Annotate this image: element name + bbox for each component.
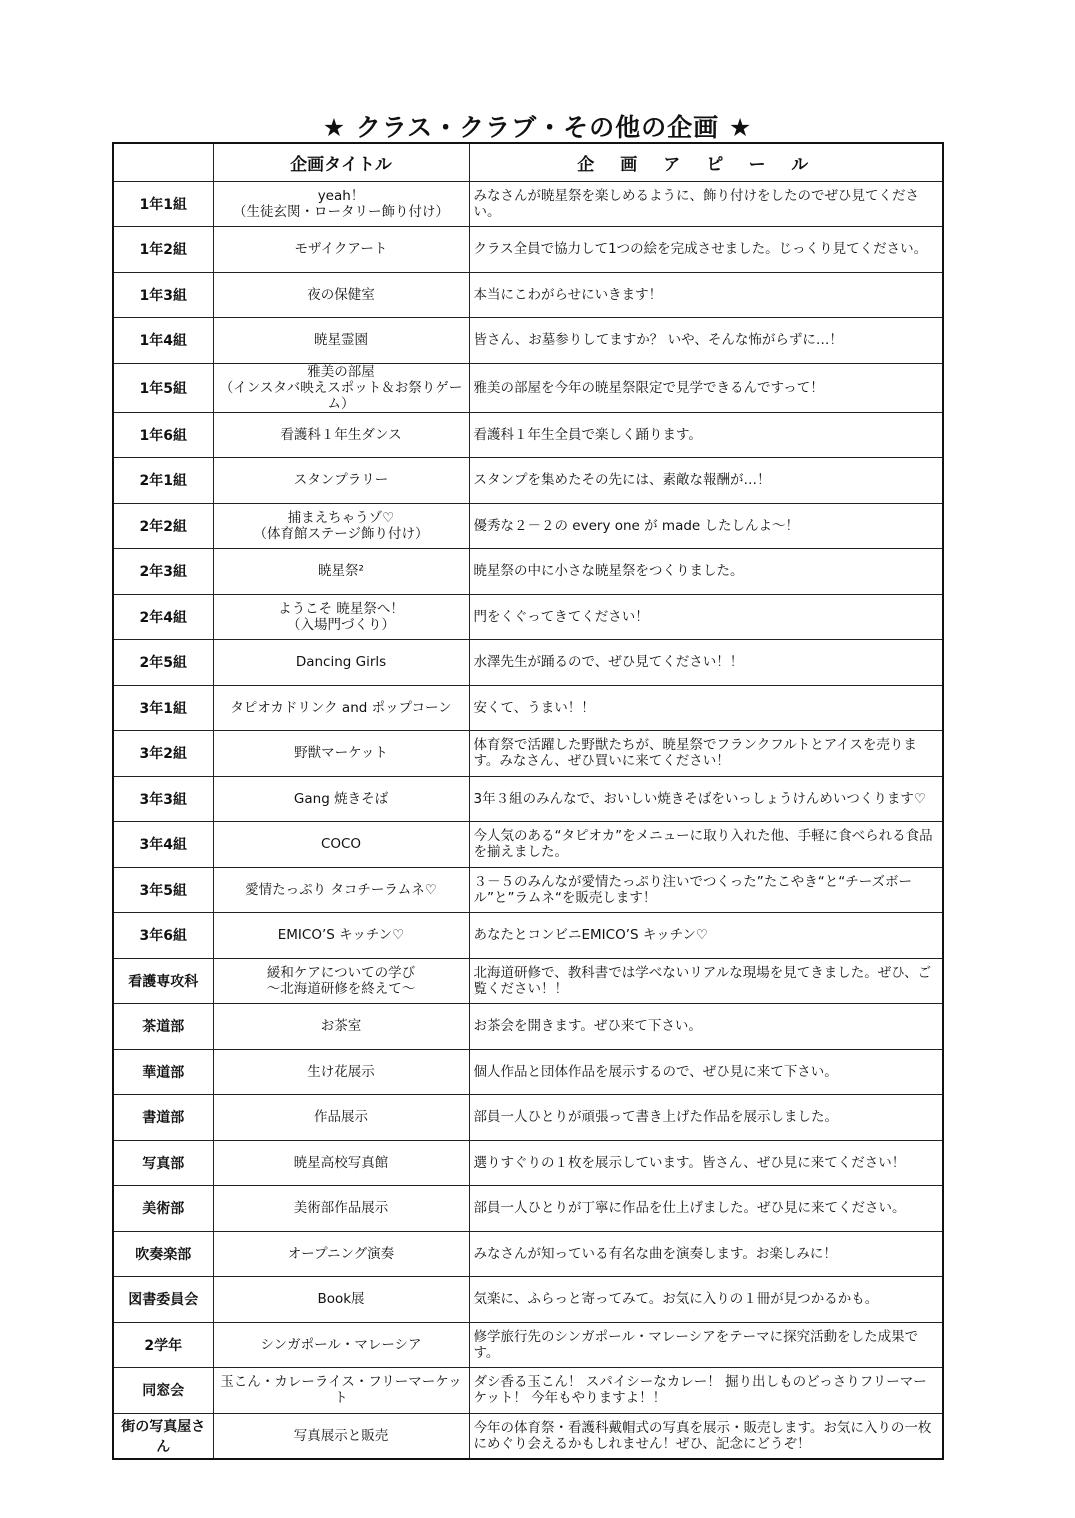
program-table: [112, 142, 944, 1460]
table-row: [113, 1004, 943, 1050]
row-title-cell: 暁星霊園: [213, 318, 469, 364]
row-group-cell: 1年2組: [113, 227, 213, 273]
row-title-cell: 夜の保健室: [213, 272, 469, 318]
row-group-cell: 2年3組: [113, 549, 213, 595]
table-row: [113, 1186, 943, 1232]
row-appeal-cell: 体育祭で活躍した野獣たちが、暁星祭でフランクフルトとアイスを売ります。みなさん、ぜひ買いに来てください！: [469, 731, 943, 777]
row-appeal-cell: 本当にこわがらせにいきます！: [469, 272, 943, 318]
row-appeal-cell: 個人作品と団体作品を展示するので、ぜひ見に来て下さい。: [469, 1049, 943, 1095]
row-title-cell: Book展: [213, 1277, 469, 1323]
row-group-cell: 街の写真屋さん: [113, 1413, 213, 1459]
table-row: [113, 1368, 943, 1414]
table-row: [113, 1095, 943, 1141]
row-appeal-cell: 部員一人ひとりが頑張って書き上げた作品を展示しました。: [469, 1095, 943, 1141]
table-row: [113, 412, 943, 458]
row-group-cell: 2年1組: [113, 458, 213, 504]
row-title-cell: 玉こん・カレーライス・フリーマーケット: [213, 1368, 469, 1414]
table-row: [113, 549, 943, 595]
row-appeal-cell: 気楽に、ふらっと寄ってみて。お気に入りの１冊が見つかるかも。: [469, 1277, 943, 1323]
table-row: [113, 685, 943, 731]
table-row: [113, 1277, 943, 1323]
row-appeal-cell: 門をくぐってきてください！: [469, 594, 943, 640]
row-appeal-cell: みなさんが暁星祭を楽しめるように、飾り付けをしたのでぜひ見てください。: [469, 181, 943, 227]
page-title: ★ クラス・クラブ・その他の企画 ★: [322, 113, 753, 142]
row-group-cell: 2学年: [113, 1322, 213, 1368]
header-group: [113, 143, 213, 181]
row-appeal-cell: あなたとコンビニEMICO’S キッチン♡: [469, 913, 943, 959]
row-title-cell: COCO: [213, 822, 469, 868]
row-group-cell: 2年5組: [113, 640, 213, 686]
table-row: [113, 822, 943, 868]
row-group-cell: 華道部: [113, 1049, 213, 1095]
row-title-cell: 生け花展示: [213, 1049, 469, 1095]
row-appeal-cell: お茶会を開きます。ぜひ来て下さい。: [469, 1004, 943, 1050]
table-row: [113, 1231, 943, 1277]
table-row: [113, 731, 943, 777]
row-title-cell: 捕まえちゃうゾ♡ （体育館ステージ飾り付け）: [213, 503, 469, 549]
row-appeal-cell: 皆さん、お墓参りしてますか？ いや、そんな怖がらずに…！: [469, 318, 943, 364]
table-row: [113, 181, 943, 227]
row-appeal-cell: 3年３組のみんなで、おいしい焼きそばをいっしょうけんめいつくります♡: [469, 776, 943, 822]
row-appeal-cell: 選りすぐりの１枚を展示しています。皆さん、ぜひ見に来てください！: [469, 1140, 943, 1186]
header-appeal: 企画アピール: [469, 143, 943, 181]
row-group-cell: 1年3組: [113, 272, 213, 318]
header-title: 企画タイトル: [213, 143, 469, 181]
row-title-cell: オープニング演奏: [213, 1231, 469, 1277]
row-group-cell: 3年6組: [113, 913, 213, 959]
row-group-cell: 3年2組: [113, 731, 213, 777]
table-row: [113, 776, 943, 822]
row-appeal-cell: 看護科１年生全員で楽しく踊ります。: [469, 412, 943, 458]
row-appeal-cell: 今年の体育祭・看護科戴帽式の写真を展示・販売します。お気に入りの一枚にめぐり会えるかもしれません！ぜひ、記念にどうぞ！: [469, 1413, 943, 1459]
row-title-cell: 雅美の部屋 （インスタバ映えスポット＆お祭りゲーム）: [213, 363, 469, 412]
row-title-cell: シンガポール・マレーシア: [213, 1322, 469, 1368]
row-appeal-cell: 暁星祭の中に小さな暁星祭をつくりました。: [469, 549, 943, 595]
row-group-cell: 3年3組: [113, 776, 213, 822]
table-row: [113, 227, 943, 273]
row-group-cell: 同窓会: [113, 1368, 213, 1414]
row-group-cell: 1年5組: [113, 363, 213, 412]
row-appeal-cell: 安くて、うまい！！: [469, 685, 943, 731]
row-appeal-cell: みなさんが知っている有名な曲を演奏します。お楽しみに！: [469, 1231, 943, 1277]
row-title-cell: 暁星高校写真館: [213, 1140, 469, 1186]
row-group-cell: 看護専攻科: [113, 958, 213, 1004]
table-header-row: [113, 143, 943, 181]
row-group-cell: 3年1組: [113, 685, 213, 731]
table-row: [113, 272, 943, 318]
row-title-cell: 作品展示: [213, 1095, 469, 1141]
row-title-cell: タピオカドリンク and ポップコーン: [213, 685, 469, 731]
row-group-cell: 3年4組: [113, 822, 213, 868]
table-row: [113, 640, 943, 686]
table-row: [113, 958, 943, 1004]
row-appeal-cell: ３－５のみんなが愛情たっぷり注いでつくった”たこやき“と“チーズボール”と”ラムネ“を販売します！: [469, 867, 943, 913]
table-row: [113, 867, 943, 913]
row-group-cell: 吹奏楽部: [113, 1231, 213, 1277]
row-title-cell: ようこそ 暁星祭へ！ （入場門づくり）: [213, 594, 469, 640]
table-row: [113, 1413, 943, 1459]
row-title-cell: EMICO’S キッチン♡: [213, 913, 469, 959]
row-appeal-cell: 修学旅行先のシンガポール・マレーシアをテーマに探究活動をした成果です。: [469, 1322, 943, 1368]
row-title-cell: 写真展示と販売: [213, 1413, 469, 1459]
row-appeal-cell: ダシ香る玉こん！ スパイシーなカレー！ 掘り出しものどっさりフリーマーケット！ 今年もやりますよ！！: [469, 1368, 943, 1414]
row-title-cell: Gang 焼きそば: [213, 776, 469, 822]
table-body: [113, 181, 943, 1459]
row-title-cell: お茶室: [213, 1004, 469, 1050]
table-row: [113, 594, 943, 640]
table-row: [113, 363, 943, 412]
row-group-cell: 写真部: [113, 1140, 213, 1186]
row-group-cell: 書道部: [113, 1095, 213, 1141]
row-title-cell: Dancing Girls: [213, 640, 469, 686]
row-group-cell: 2年2組: [113, 503, 213, 549]
row-title-cell: モザイクアート: [213, 227, 469, 273]
row-appeal-cell: 部員一人ひとりが丁寧に作品を仕上げました。ぜひ見に来てください。: [469, 1186, 943, 1232]
table-row: [113, 913, 943, 959]
table-row: [113, 318, 943, 364]
row-title-cell: 美術部作品展示: [213, 1186, 469, 1232]
row-group-cell: 3年5組: [113, 867, 213, 913]
table-row: [113, 1140, 943, 1186]
row-group-cell: 図書委員会: [113, 1277, 213, 1323]
row-appeal-cell: スタンプを集めたその先には、素敵な報酬が…！: [469, 458, 943, 504]
table-row: [113, 458, 943, 504]
row-group-cell: 茶道部: [113, 1004, 213, 1050]
row-group-cell: 2年4組: [113, 594, 213, 640]
row-title-cell: スタンプラリー: [213, 458, 469, 504]
row-appeal-cell: 水澤先生が踊るので、ぜひ見てください！！: [469, 640, 943, 686]
row-appeal-cell: 優秀な２－２の every one が made したしんよ～！: [469, 503, 943, 549]
row-title-cell: yeah！ （生徒玄関・ロータリー飾り付け）: [213, 181, 469, 227]
row-group-cell: 1年6組: [113, 412, 213, 458]
row-appeal-cell: 今人気のある“タピオカ”をメニューに取り入れた他、手軽に食べられる食品を揃えました。: [469, 822, 943, 868]
row-title-cell: 看護科１年生ダンス: [213, 412, 469, 458]
row-title-cell: 緩和ケアについての学び ～北海道研修を終えて～: [213, 958, 469, 1004]
table-row: [113, 503, 943, 549]
row-group-cell: 1年1組: [113, 181, 213, 227]
row-group-cell: 1年4組: [113, 318, 213, 364]
table-row: [113, 1049, 943, 1095]
row-appeal-cell: クラス全員で協力して1つの絵を完成させました。じっくり見てください。: [469, 227, 943, 273]
row-title-cell: 愛情たっぷり タコチーラムネ♡: [213, 867, 469, 913]
row-appeal-cell: 北海道研修で、教科書では学べないリアルな現場を見てきました。ぜひ、ご覧ください！！: [469, 958, 943, 1004]
table-row: [113, 1322, 943, 1368]
row-title-cell: 野獣マーケット: [213, 731, 469, 777]
row-title-cell: 暁星祭²: [213, 549, 469, 595]
row-appeal-cell: 雅美の部屋を今年の暁星祭限定で見学できるんですって！: [469, 363, 943, 412]
row-group-cell: 美術部: [113, 1186, 213, 1232]
